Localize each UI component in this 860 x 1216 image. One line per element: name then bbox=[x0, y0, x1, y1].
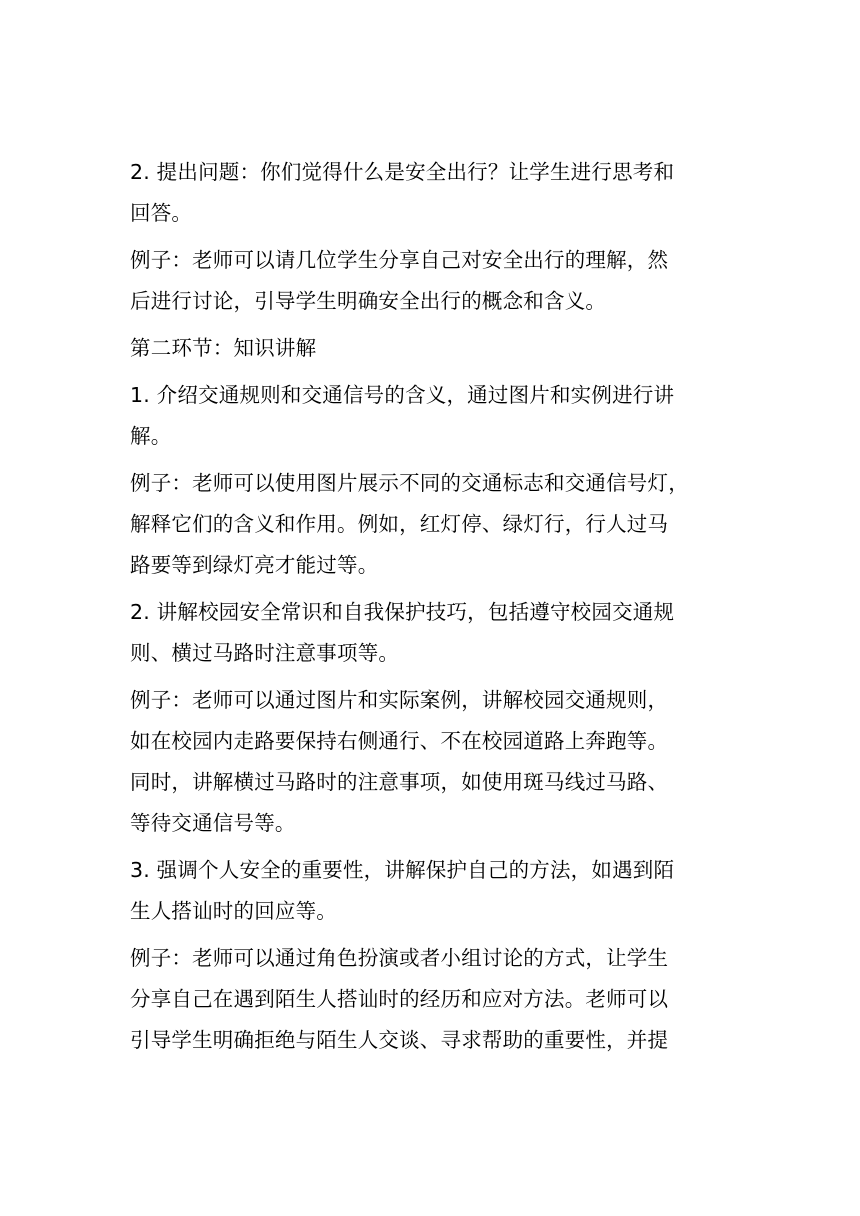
text-line: 后进行讨论，引导学生明确安全出行的概念和含义。 bbox=[130, 289, 607, 313]
text-line: 例子：老师可以使用图片展示不同的交通标志和交通信号灯， bbox=[130, 471, 689, 495]
text-line: 例子：老师可以通过角色扮演或者小组讨论的方式，让学生 bbox=[130, 946, 669, 970]
text-line: 解。 bbox=[130, 424, 172, 448]
text-line: 生人搭讪时的回应等。 bbox=[130, 899, 337, 923]
paragraph-traffic-rules bbox=[130, 375, 742, 457]
text-line: 1. 介绍交通规则和交通信号的含义，通过图片和实例进行讲 bbox=[130, 383, 675, 407]
text-line: 则、横过马路时注意事项等。 bbox=[130, 641, 400, 665]
paragraph-campus-safety bbox=[130, 592, 742, 674]
paragraph-personal-safety bbox=[130, 850, 742, 932]
paragraph-example-traffic-signs bbox=[130, 463, 742, 586]
text-line: 2. 提出问题：你们觉得什么是安全出行？让学生进行思考和 bbox=[130, 160, 675, 184]
text-line: 例子：老师可以请几位学生分享自己对安全出行的理解，然 bbox=[130, 248, 669, 272]
document-page bbox=[130, 152, 742, 1067]
section-heading-knowledge bbox=[130, 328, 742, 369]
text-line: 解释它们的含义和作用。例如，红灯停、绿灯行，行人过马 bbox=[130, 512, 669, 536]
text-line: 分享自己在遇到陌生人搭讪时的经历和应对方法。老师可以 bbox=[130, 987, 669, 1011]
paragraph-example-discussion bbox=[130, 240, 742, 322]
paragraph-example-role-play bbox=[130, 938, 742, 1061]
paragraph-question-step bbox=[130, 152, 742, 234]
text-line: 引导学生明确拒绝与陌生人交谈、寻求帮助的重要性，并提 bbox=[130, 1028, 669, 1052]
text-line: 回答。 bbox=[130, 201, 193, 225]
text-line: 等待交通信号等。 bbox=[130, 811, 296, 835]
text-line: 例子：老师可以通过图片和实际案例，讲解校园交通规则， bbox=[130, 688, 669, 712]
text-line: 3. 强调个人安全的重要性，讲解保护自己的方法，如遇到陌 bbox=[130, 858, 675, 882]
text-line: 路要等到绿灯亮才能过等。 bbox=[130, 553, 379, 577]
heading-text: 第二环节：知识讲解 bbox=[130, 336, 317, 360]
text-line: 如在校园内走路要保持右侧通行、不在校园道路上奔跑等。 bbox=[130, 729, 669, 753]
text-line: 2. 讲解校园安全常识和自我保护技巧，包括遵守校园交通规 bbox=[130, 600, 675, 624]
text-line: 同时，讲解横过马路时的注意事项，如使用斑马线过马路、 bbox=[130, 770, 669, 794]
paragraph-example-campus-rules bbox=[130, 680, 742, 844]
